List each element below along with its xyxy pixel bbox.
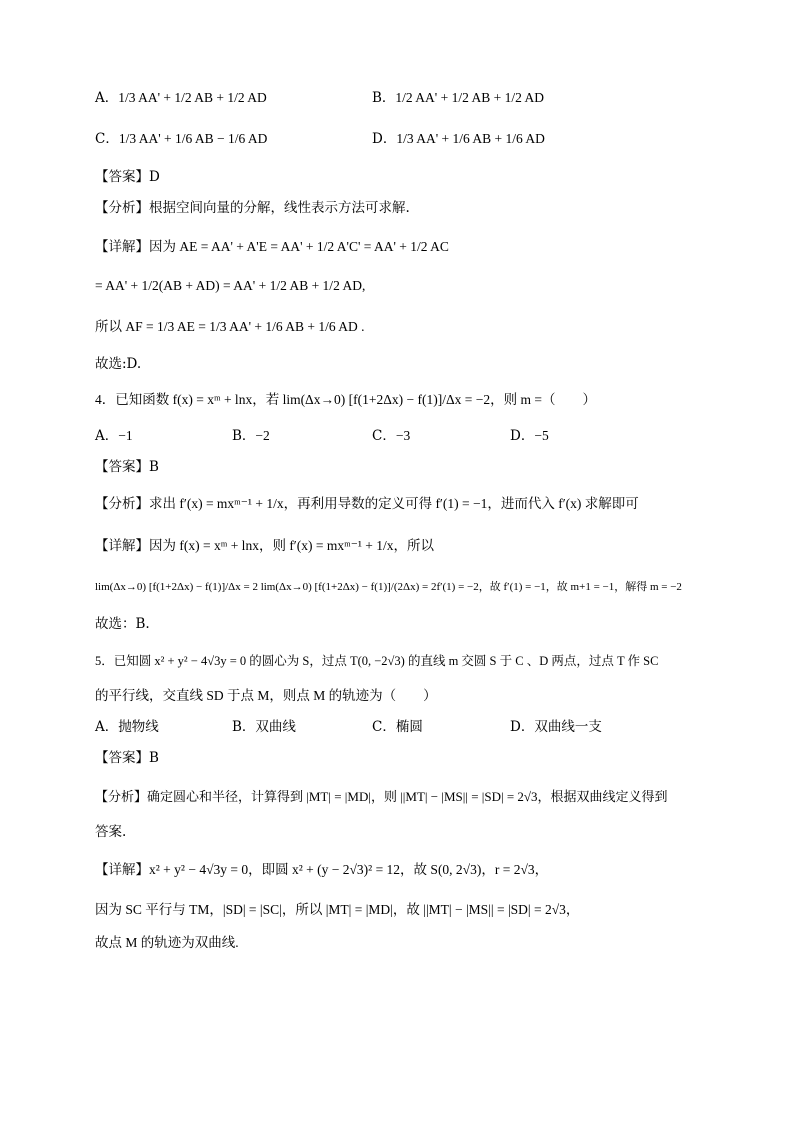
analysis-text: 求出 f′(x) = mxᵐ⁻¹ + 1/x，再利用导数的定义可得 f′(1) = −1，进而代入 f′(x) 求解即可 (149, 496, 639, 511)
answer-value: B (149, 750, 159, 766)
q5-detail-line-1 (95, 860, 548, 880)
detail-text: x² + y² − 4√3y = 0，即圆 x² + (y − 2√3)² = 12，故 S(0, 2√3)，r = 2√3， (149, 862, 549, 877)
q3-option-b (372, 88, 544, 108)
q3-option-c (95, 129, 267, 149)
answer-tag: 【答案】 (95, 459, 149, 475)
option-label: C． (95, 131, 119, 147)
option-label: B． (232, 719, 256, 735)
option-label: C． (372, 719, 396, 735)
q3-analysis (95, 198, 410, 218)
option-expr: 1/2 AA' + 1/2 AB + 1/2 AD (395, 90, 544, 105)
option-value: 椭圆 (395, 719, 423, 735)
answer-tag: 【答案】 (95, 750, 149, 766)
analysis-tag: 【分析】 (95, 790, 148, 805)
option-value: 双曲线 (255, 719, 296, 735)
q4-analysis (95, 494, 639, 514)
analysis-tag: 【分析】 (95, 496, 149, 512)
option-label: A． (95, 428, 119, 444)
option-label: D． (510, 719, 535, 735)
option-label: D． (510, 428, 535, 444)
q3-detail-line-1 (95, 237, 449, 257)
option-label: D． (372, 131, 397, 147)
detail-tag: 【详解】 (95, 239, 149, 255)
q5-analysis-line-1 (95, 787, 668, 808)
option-value: −1 (118, 428, 133, 443)
q5-stem-line-2: 的平行线，交直线 SD 于点 M，则点 M 的轨迹为（ ） (95, 688, 437, 703)
q3-option-d (372, 129, 545, 149)
option-value: −5 (534, 428, 549, 443)
q3-answer (95, 167, 160, 187)
q5-detail-line-2: 因为 SC 平行与 TM，|SD| = |SC|，所以 |MT| = |MD|，故 ||MT| − |MS|| = |SD| = 2√3， (95, 902, 580, 917)
q4-option-c (372, 426, 410, 446)
option-label: B． (232, 428, 256, 444)
option-value: −3 (395, 428, 411, 443)
option-expr: 1/3 AA' + 1/6 AB + 1/6 AD (396, 131, 545, 146)
q4-detail-line-1 (95, 536, 434, 556)
detail-tag: 【详解】 (95, 538, 149, 554)
q3-option-a (95, 88, 267, 108)
analysis-text: 根据空间向量的分解，线性表示方法可求解. (149, 200, 410, 216)
detail-tag: 【详解】 (95, 862, 149, 878)
q3-detail-line-3: 所以 AF = 1/3 AE = 1/3 AA' + 1/6 AB + 1/6 AD . (95, 319, 365, 334)
option-label: C． (372, 428, 396, 444)
option-expr: 1/3 AA' + 1/2 AB + 1/2 AD (118, 90, 267, 105)
detail-text: 因为 f(x) = xᵐ + lnx，则 f′(x) = mxᵐ⁻¹ + 1/x，所以 (149, 538, 435, 553)
option-expr: 1/3 AA' + 1/6 AB − 1/6 AD (118, 131, 268, 146)
q5-answer (95, 748, 159, 768)
q5-option-d (510, 717, 602, 737)
option-value: 抛物线 (118, 719, 159, 735)
option-label: A． (95, 90, 119, 106)
option-value: 双曲线一支 (534, 719, 602, 735)
answer-value: B (149, 459, 159, 475)
q5-option-c (372, 717, 423, 737)
q4-detail-line-3: 故选：B. (95, 616, 150, 632)
option-value: −2 (255, 428, 270, 443)
option-label: B． (372, 90, 396, 106)
option-label: A． (95, 719, 119, 735)
analysis-tag: 【分析】 (95, 200, 149, 216)
q4-answer (95, 457, 159, 477)
q5-stem-line-1: 5．已知圆 x² + y² − 4√3y = 0 的圆心为 S，过点 T(0, −2√3) 的直线 m 交圆 S 于 C 、D 两点，过点 T 作 SC (95, 654, 659, 668)
q4-detail-line-2: lim(Δx→0) [f(1+2Δx) − f(1)]/Δx = 2 lim(Δx→0) [f(1+2Δx) − f(1)]/(2Δx) = 2f′(1) = −2，故 f′(1) = −1，故 m+1 = −1，解得 m = −2 (95, 581, 682, 593)
answer-tag: 【答案】 (95, 169, 149, 185)
q5-option-a (95, 717, 159, 737)
q3-detail-line-4: 故选:D. (95, 356, 142, 372)
q3-detail-line-2: = AA' + 1/2(AB + AD) = AA' + 1/2 AB + 1/2 AD, (95, 278, 366, 293)
q5-option-b (232, 717, 296, 737)
q4-option-d (510, 426, 549, 446)
q4-option-a (95, 426, 133, 446)
q5-detail-line-3: 故点 M 的轨迹为双曲线. (95, 935, 239, 950)
detail-text: 因为 AE = AA' + A'E = AA' + 1/2 A'C' = AA' + 1/2 AC (149, 239, 449, 254)
q4-stem: 4．已知函数 f(x) = xᵐ + lnx，若 lim(Δx→0) [f(1+2Δx) − f(1)]/Δx = −2，则 m =（ ） (95, 392, 597, 407)
q5-analysis-line-2: 答案. (95, 824, 127, 840)
analysis-text: 确定圆心和半径，计算得到 |MT| = |MD|，则 ||MT| − |MS|| = |SD| = 2√3，根据双曲线定义得到 (147, 789, 668, 804)
q4-option-b (232, 426, 270, 446)
answer-value: D (149, 169, 160, 185)
